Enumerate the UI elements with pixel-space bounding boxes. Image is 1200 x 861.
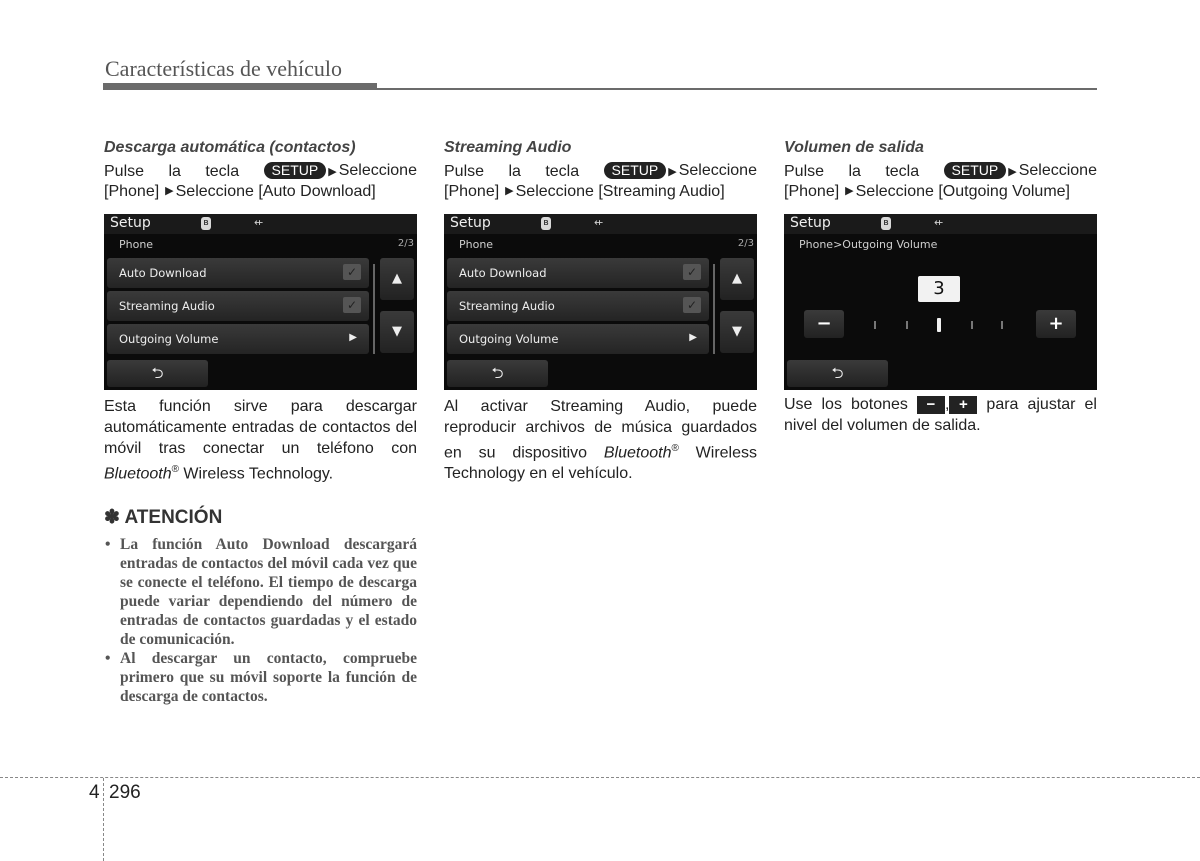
instr-select-item: Seleccione [Auto Download] — [175, 183, 376, 200]
section-title: Volumen de salida — [784, 139, 924, 156]
checkbox-icon[interactable]: ✓ — [683, 264, 701, 280]
attention-list — [104, 535, 417, 706]
registered-mark: ® — [671, 443, 679, 454]
back-button[interactable]: ⮌ — [107, 360, 208, 387]
volume-tick — [874, 321, 876, 329]
screen-title: Setup — [790, 215, 831, 231]
bullet-icon: • — [105, 536, 111, 554]
footer-divider — [0, 777, 1200, 778]
menu-item-label: Outgoing Volume — [459, 332, 559, 346]
setup-key: SETUP — [604, 162, 667, 179]
section-description — [444, 396, 757, 484]
description-italic: Bluetooth — [603, 444, 672, 462]
instr-word: Pulse — [784, 163, 825, 180]
back-button[interactable]: ⮌ — [447, 360, 548, 387]
checkbox-icon[interactable]: ✓ — [343, 264, 361, 280]
attention-item-text: Al descargar un contacto, compruebe primero que su móvil soporte la función de descarga de contactos. — [120, 650, 417, 706]
setup-key: SETUP — [944, 162, 1007, 179]
checkbox-icon[interactable]: ✓ — [683, 297, 701, 313]
footer-vertical-divider — [103, 778, 104, 861]
head-unit-screen — [444, 214, 757, 390]
usb-icon: ⇷ — [934, 216, 944, 229]
header-rule-thick — [103, 83, 377, 90]
menu-item-auto-download[interactable] — [107, 258, 369, 288]
head-unit-screen — [104, 214, 417, 390]
screen-title: Setup — [450, 215, 491, 231]
section-streaming-audio — [444, 139, 757, 484]
head-unit-volume-screen — [784, 214, 1097, 390]
screen-breadcrumb: Phone>Outgoing Volume — [799, 238, 938, 251]
chevron-right-icon: ▶ — [689, 332, 697, 343]
minus-button-icon: − — [917, 396, 945, 414]
triangle-right-icon: ▶ — [1008, 166, 1017, 178]
menu-item-label: Streaming Audio — [459, 299, 555, 313]
instruction — [784, 161, 1097, 201]
volume-tick — [971, 321, 973, 329]
triangle-right-icon: ▶ — [505, 185, 514, 197]
description-text: Use los botones — [784, 396, 908, 413]
plus-button-icon: + — [949, 396, 977, 414]
instr-phone: [Phone] — [784, 183, 840, 200]
scroll-up-button[interactable]: ▲ — [720, 258, 754, 300]
attention-item-text: La función Auto Download descargará entradas de contactos del móvil cada vez que se conecte el teléfono. El tiempo de descarga puede variar dependiendo del número de entradas de contactos guardadas y el estado de comunicación. — [120, 536, 417, 649]
page-indicator: 2/3 — [397, 238, 414, 249]
instr-word: Pulse — [444, 163, 485, 180]
chevron-right-icon: ▶ — [349, 332, 357, 343]
bullet-icon: • — [105, 650, 111, 668]
scrollbar[interactable] — [713, 264, 715, 354]
menu-item-streaming-audio[interactable] — [447, 291, 709, 321]
description-italic: Bluetooth — [104, 465, 172, 483]
triangle-right-icon: ▶ — [668, 166, 677, 178]
instruction — [104, 161, 417, 201]
instr-word: tecla — [545, 163, 580, 180]
scroll-up-button[interactable]: ▲ — [380, 258, 414, 300]
registered-mark: ® — [171, 464, 179, 475]
scrollbar[interactable] — [373, 264, 375, 354]
instr-select-item: Seleccione [Streaming Audio] — [515, 183, 725, 200]
separator: , — [944, 396, 950, 413]
usb-icon: ⇷ — [254, 216, 264, 229]
description-text: para ajustar el nivel del volumen de salida. — [784, 396, 1097, 434]
description-text: Esta función sirve para descargar automáticamente entradas de contactos del móvil tras conectar un teléfono con — [104, 398, 417, 457]
chapter-number: 4 — [89, 782, 100, 803]
bluetooth-icon: ʙ — [201, 217, 211, 230]
menu-item-auto-download[interactable] — [447, 258, 709, 288]
volume-value: 3 — [918, 276, 960, 302]
volume-minus-button[interactable]: − — [804, 310, 844, 338]
triangle-right-icon: ▶ — [845, 185, 854, 197]
section-auto-download — [104, 139, 417, 706]
section-description — [784, 394, 1097, 436]
instr-word: tecla — [885, 163, 920, 180]
triangle-right-icon: ▶ — [328, 166, 337, 178]
section-outgoing-volume — [784, 139, 1097, 436]
description-tail: Wireless Technology. — [178, 465, 334, 483]
section-title: Streaming Audio — [444, 139, 572, 156]
menu-item-label: Auto Download — [459, 266, 547, 280]
triangle-right-icon: ▶ — [165, 185, 174, 197]
setup-key: SETUP — [264, 162, 327, 179]
volume-slider-handle[interactable] — [937, 318, 941, 332]
instr-word: Seleccione — [678, 162, 757, 179]
volume-tick — [1001, 321, 1003, 329]
volume-tick — [906, 321, 908, 329]
instr-word: la — [848, 163, 861, 180]
instr-phone: [Phone] — [104, 183, 160, 200]
instr-word: la — [168, 163, 181, 180]
instr-select-item: Seleccione [Outgoing Volume] — [855, 183, 1070, 200]
attention-title: ✽ ATENCIÓN — [104, 507, 223, 529]
description-tail: Wireless Technology en el vehículo. — [444, 444, 757, 483]
menu-item-label: Outgoing Volume — [119, 332, 219, 346]
instr-word: Seleccione — [338, 162, 417, 179]
menu-item-outgoing-volume[interactable] — [107, 324, 369, 354]
bluetooth-icon: ʙ — [881, 217, 891, 230]
instr-word: Seleccione — [1018, 162, 1097, 179]
menu-item-streaming-audio[interactable] — [107, 291, 369, 321]
back-button[interactable]: ⮌ — [787, 360, 888, 387]
attention-item — [104, 535, 417, 649]
screen-menu-title: Phone — [119, 238, 154, 251]
volume-plus-button[interactable]: + — [1036, 310, 1076, 338]
bluetooth-icon: ʙ — [541, 217, 551, 230]
checkbox-icon[interactable]: ✓ — [343, 297, 361, 313]
scroll-down-button[interactable]: ▼ — [380, 311, 414, 353]
page-number: 296 — [109, 782, 141, 803]
screen-title: Setup — [110, 215, 151, 231]
section-description — [104, 396, 417, 484]
instr-phone: [Phone] — [444, 183, 500, 200]
menu-item-label: Auto Download — [119, 266, 207, 280]
instr-word: Pulse — [104, 163, 145, 180]
description-text: Al activar Streaming Audio, puede reproducir archivos de música guardados en su dispositivo — [444, 398, 757, 462]
page-header-title: Características de vehículo — [105, 56, 343, 81]
instruction — [444, 161, 757, 201]
menu-item-outgoing-volume[interactable] — [447, 324, 709, 354]
instr-word: tecla — [205, 163, 240, 180]
instr-word: la — [508, 163, 521, 180]
attention-item — [104, 649, 417, 706]
menu-item-label: Streaming Audio — [119, 299, 215, 313]
screen-menu-title: Phone — [459, 238, 494, 251]
section-title: Descarga automática (contactos) — [104, 139, 356, 156]
page-indicator: 2/3 — [737, 238, 754, 249]
scroll-down-button[interactable]: ▼ — [720, 311, 754, 353]
usb-icon: ⇷ — [594, 216, 604, 229]
header-rule-thin — [377, 88, 1097, 90]
